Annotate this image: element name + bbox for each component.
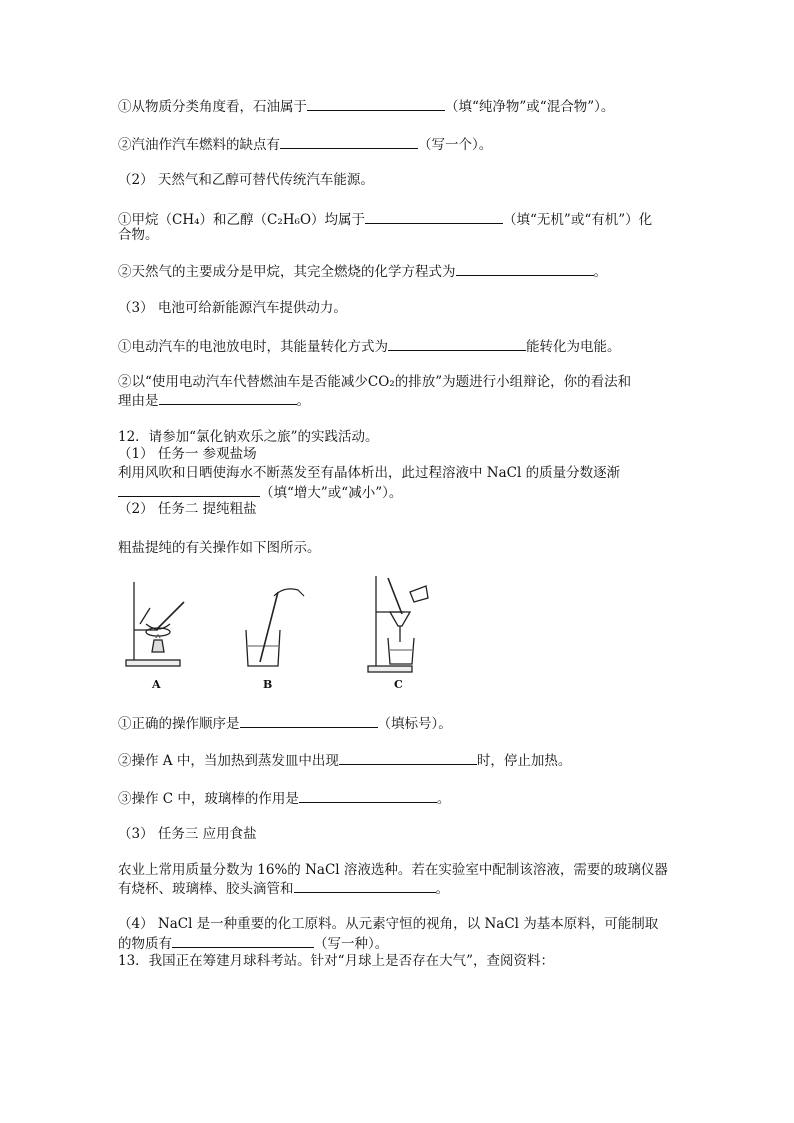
task-1-heading: （1） 任务一 参观盐场 xyxy=(118,446,257,462)
answer-blank[interactable] xyxy=(339,750,477,765)
question-text: 。 xyxy=(435,881,449,897)
question-text: ①正确的操作顺序是 xyxy=(118,716,240,732)
question-text: ①电动汽车的电池放电时，其能量转化方式为 xyxy=(118,339,388,355)
task-3-heading: （3） 任务三 应用食盐 xyxy=(118,826,257,842)
line-1 xyxy=(118,96,614,116)
question-text: 。 xyxy=(436,791,451,807)
question-text: 理由是 xyxy=(118,393,159,409)
question-text: ②操作 A 中，当加热到蒸发皿中出现 xyxy=(118,753,339,769)
question-text: ②汽油作汽车燃料的缺点有 xyxy=(118,137,280,153)
answer-blank[interactable] xyxy=(118,482,260,497)
question-text: ①甲烷（CH₄）和乙醇（C₂H₆O）均属于 xyxy=(118,212,366,228)
answer-blank[interactable] xyxy=(240,713,378,728)
line-4 xyxy=(118,209,652,229)
figure-label-c: C xyxy=(394,678,403,691)
question-13: 13．我国正在筹建月球科考站。针对“月球上是否存在大气”，查阅资料： xyxy=(118,953,554,969)
line-4b: 合物。 xyxy=(118,227,159,243)
question-text: 有烧杯、玻璃棒、胶头滴管和 xyxy=(118,881,294,897)
filtration-apparatus xyxy=(368,576,428,672)
line-6: （3） 电池可给新能源汽车提供动力。 xyxy=(118,300,347,316)
answer-blank[interactable] xyxy=(159,390,297,405)
question-text: （写一个）。 xyxy=(418,137,493,153)
line-2 xyxy=(118,134,492,154)
question-text: （填“增大”或“减小”）。 xyxy=(260,485,403,501)
evaporation-apparatus xyxy=(126,582,184,666)
answer-blank[interactable] xyxy=(172,933,314,948)
question-text: 时，停止加热。 xyxy=(476,753,572,769)
task-2-text: 粗盐提纯的有关操作如下图所示。 xyxy=(118,540,321,556)
answer-blank[interactable] xyxy=(294,878,436,893)
question-text: ②天然气的主要成分是甲烷，其完全燃烧的化学方程式为 xyxy=(118,264,456,280)
line-8: ②以“使用电动汽车代替燃油车是否能减少CO₂的排放”为题进行小组辩论，你的看法和 xyxy=(118,374,632,390)
step-3 xyxy=(118,788,450,808)
task-3-text: 农业上常用质量分数为 16%的 NaCl 溶液选种。若在实验室中配制该溶液，需要的玻璃仪器 xyxy=(118,862,668,878)
answer-blank[interactable] xyxy=(280,134,418,149)
step-2 xyxy=(118,750,571,770)
question-text: 。 xyxy=(593,264,607,280)
answer-blank[interactable] xyxy=(388,336,526,351)
question-text: （写一种）。 xyxy=(314,936,389,952)
line-8b xyxy=(118,390,310,410)
dissolving-apparatus xyxy=(246,589,304,666)
task-1-text-2 xyxy=(118,482,402,502)
question-12: 12．请参加“氯化钠欢乐之旅”的实践活动。 xyxy=(118,429,379,445)
line-3: （2） 天然气和乙醇可替代传统汽车能源。 xyxy=(118,172,374,188)
line-7 xyxy=(118,336,621,356)
task-3-text-2 xyxy=(118,878,449,898)
apparatus-drawing xyxy=(118,572,438,694)
question-text: （填标号）。 xyxy=(377,716,452,732)
task-2-heading: （2） 任务二 提纯粗盐 xyxy=(118,501,257,517)
question-text: （填“无机”或“有机”）化 xyxy=(503,212,653,228)
lab-apparatus-figure xyxy=(118,572,438,694)
question-text: 的物质有 xyxy=(118,936,172,952)
step-1 xyxy=(118,713,452,733)
line-5 xyxy=(118,261,607,281)
question-text: 能转化为电能。 xyxy=(526,339,621,355)
answer-blank[interactable] xyxy=(456,261,594,276)
task-4-text-2 xyxy=(118,933,388,953)
figure-label-a: A xyxy=(152,678,161,691)
answer-blank[interactable] xyxy=(307,96,445,111)
figure-label-b: B xyxy=(263,678,273,691)
answer-blank[interactable] xyxy=(299,788,437,803)
question-text: ③操作 C 中，玻璃棒的作用是 xyxy=(118,791,299,807)
question-text: 。 xyxy=(296,393,310,409)
answer-blank[interactable] xyxy=(365,209,503,224)
task-1-text: 利用风吹和日晒使海水不断蒸发至有晶体析出，此过程溶液中 NaCl 的质量分数逐渐 xyxy=(118,465,621,481)
task-4-text: （4） NaCl 是一种重要的化工原料。从元素守恒的视角，以 NaCl 为基本原料，可能制取 xyxy=(118,916,659,932)
question-text: （填“纯净物”或“混合物”）。 xyxy=(445,99,615,115)
question-text: ①从物质分类角度看，石油属于 xyxy=(118,99,307,115)
